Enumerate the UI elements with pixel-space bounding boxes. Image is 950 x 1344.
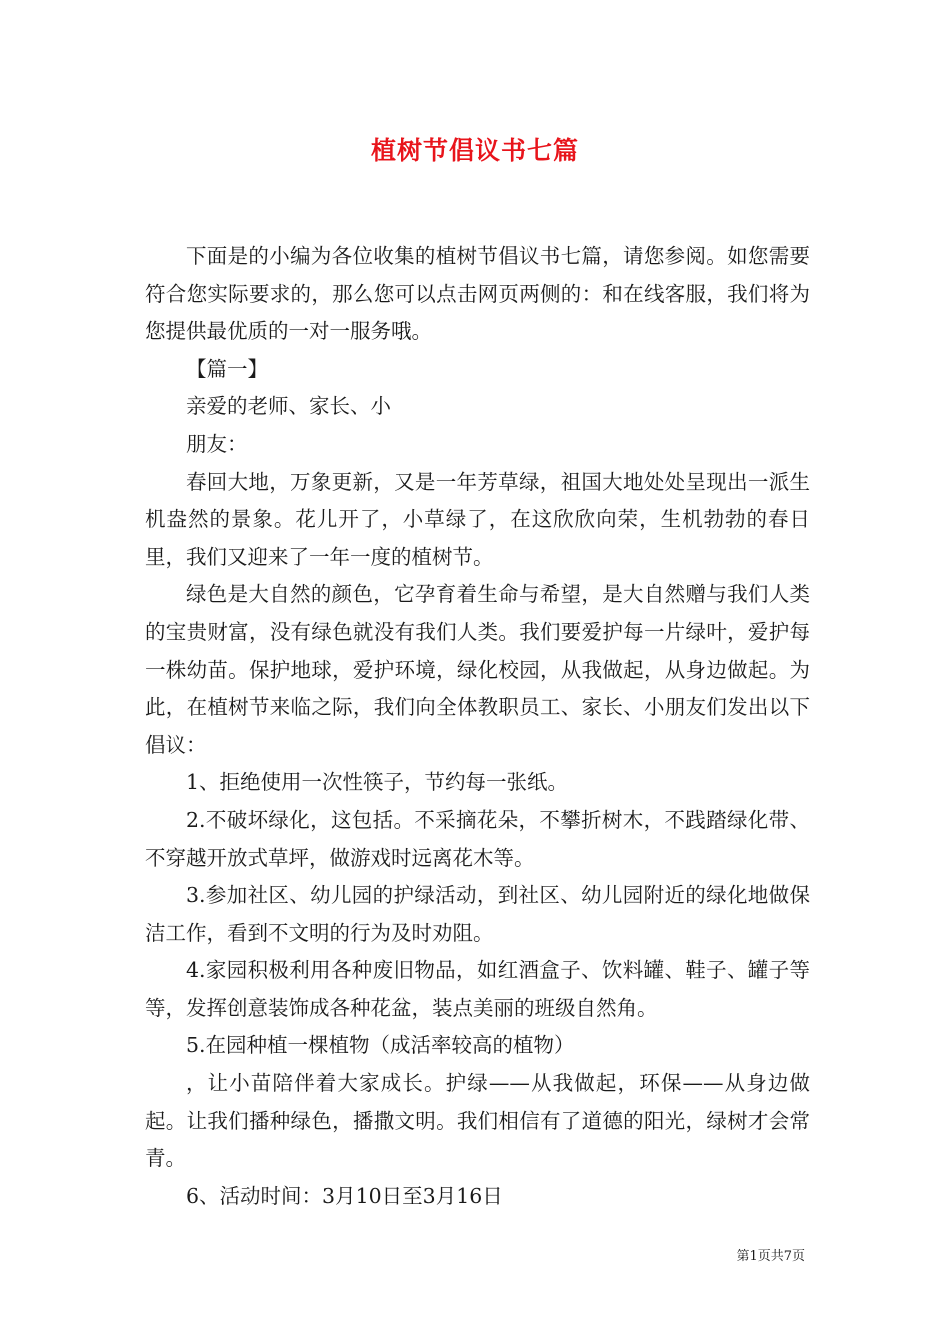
body-paragraph: ，让小苗陪伴着大家成长。护绿——从我做起，环保——从身边做起。让我们播种绿色，播撒文明。我们相信有了道德的阳光，绿树才会常青。	[145, 1071, 810, 1171]
salutation-line: 朋友：	[186, 431, 248, 456]
proposal-item: 3.参加社区、幼儿园的护绿活动，到社区、幼儿园附近的绿化地做保洁工作，看到不文明的行为及时劝阻。	[145, 883, 810, 945]
proposal-item: 5.在园种植一棵植物（成活率较高的植物）	[186, 1033, 575, 1058]
proposal-item: 6、活动时间：3月10日至3月16日	[186, 1183, 503, 1208]
page-title: 植树节倡议书七篇	[370, 136, 579, 165]
page-number: 第1页共7页	[736, 1249, 805, 1264]
body-paragraph: 春回大地，万象更新，又是一年芳草绿，祖国大地处处呈现出一派生机盎然的景象。花儿开了，小草绿了，在这欣欣向荣，生机勃勃的春日里，我们又迎来了一年一度的植树节。	[145, 469, 810, 569]
section-heading: 【篇一】	[186, 356, 268, 381]
proposal-item: 2.不破坏绿化，这包括。不采摘花朵，不攀折树木，不践踏绿化带、不穿越开放式草坪，做游戏时远离花木等。	[145, 807, 810, 870]
intro-paragraph: 下面是的小编为各位收集的植树节倡议书七篇，请您参阅。如您需要符合您实际要求的，那么您可以点击网页两侧的：和在线客服，我们将为您提供最优质的一对一服务哦。	[145, 244, 810, 344]
salutation-line: 亲爱的老师、家长、小	[186, 394, 391, 419]
proposal-item: 1、拒绝使用一次性筷子，节约每一张纸。	[186, 770, 569, 795]
document-body	[145, 238, 810, 1215]
body-paragraph: 绿色是大自然的颜色，它孕育着生命与希望，是大自然赠与我们人类的宝贵财富，没有绿色就没有我们人类。我们要爱护每一片绿叶，爱护每一株幼苗。保护地球，爱护环境，绿化校园，从我做起，从身边做起。为此，在植树节来临之际，我们向全体教职员工、家长、小朋友们发出以下倡议：	[145, 582, 810, 757]
proposal-item: 4.家园积极利用各种废旧物品，如红酒盒子、饮料罐、鞋子、罐子等等，发挥创意装饰成各种花盆，装点美丽的班级自然角。	[145, 958, 810, 1020]
